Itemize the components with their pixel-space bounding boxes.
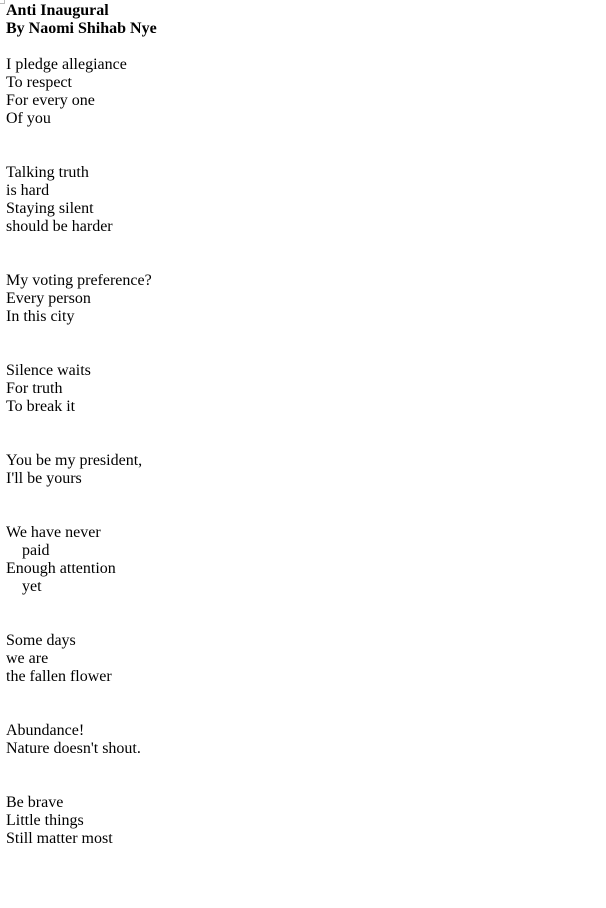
- poem-line: Staying silent: [6, 200, 94, 217]
- poem-line: We have never: [6, 524, 101, 541]
- poem-line: I'll be yours: [6, 470, 82, 487]
- poem-line: Every person: [6, 290, 91, 307]
- poem-line: You be my president,: [6, 452, 143, 469]
- poem-document: [6, 2, 157, 848]
- poem-line: Little things: [6, 812, 84, 829]
- poem-line: I pledge allegiance: [6, 56, 127, 73]
- poem-line: is hard: [6, 182, 50, 199]
- poem-line: To break it: [6, 398, 76, 415]
- poem-line: Nature doesn't shout.: [6, 740, 141, 757]
- poem-line: the fallen flower: [6, 668, 112, 685]
- poem-line: For every one: [6, 92, 95, 109]
- poem-line: should be harder: [6, 218, 113, 235]
- stanza-1: [6, 56, 157, 128]
- poem-byline: By Naomi Shihab Nye: [6, 20, 157, 37]
- poem-title: Anti Inaugural: [6, 2, 109, 19]
- stanza-9: [6, 794, 157, 848]
- poem-line: Be brave: [6, 794, 64, 811]
- poem-line: yet: [6, 578, 42, 595]
- poem-line: For truth: [6, 380, 63, 397]
- poem-line: we are: [6, 650, 49, 667]
- stanza-6: [6, 524, 157, 596]
- stanza-7: [6, 632, 157, 686]
- broken-image-icon: [0, 0, 5, 4]
- poem-line: Abundance!: [6, 722, 85, 739]
- poem-line: To respect: [6, 74, 72, 91]
- stanza-5: [6, 452, 157, 488]
- poem-line: Of you: [6, 110, 51, 127]
- stanza-3: [6, 272, 157, 326]
- poem-line: Some days: [6, 632, 76, 649]
- poem-line: Silence waits: [6, 362, 91, 379]
- poem-line: Talking truth: [6, 164, 89, 181]
- poem-line: My voting preference?: [6, 272, 152, 289]
- poem-line: In this city: [6, 308, 75, 325]
- stanza-4: [6, 362, 157, 416]
- stanza-8: [6, 722, 157, 758]
- poem-line: Enough attention: [6, 560, 116, 577]
- poem-header: [6, 2, 157, 38]
- stanza-2: [6, 164, 157, 236]
- poem-line: Still matter most: [6, 830, 113, 847]
- poem-line: paid: [6, 542, 50, 559]
